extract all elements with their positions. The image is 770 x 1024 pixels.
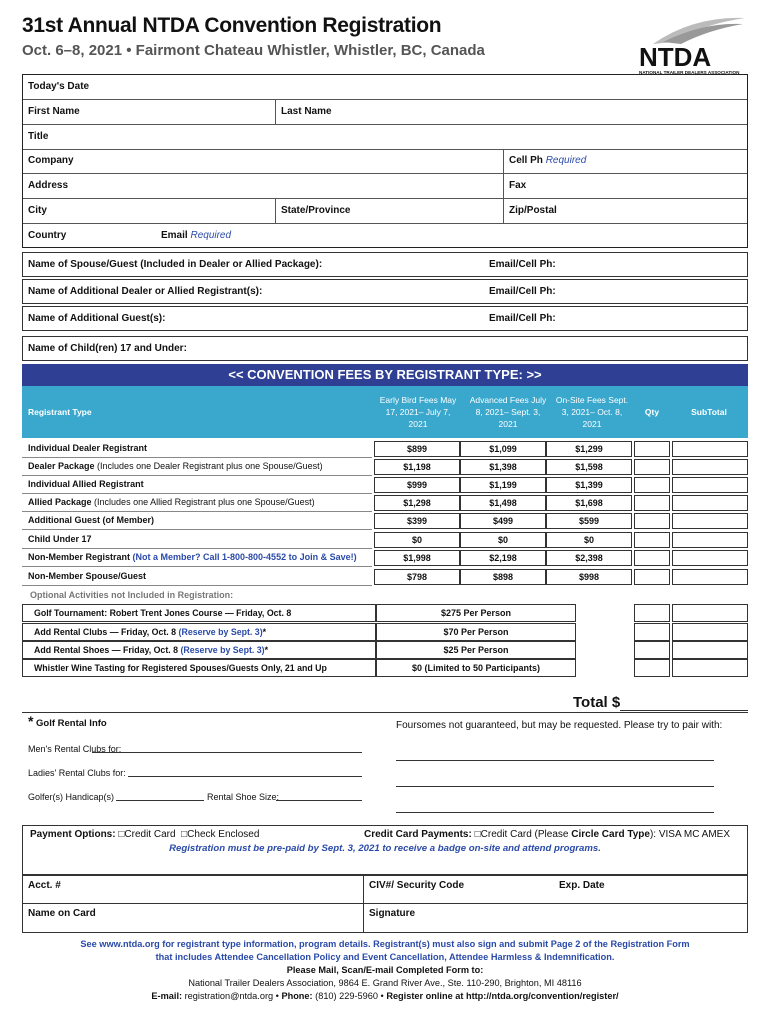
optional-row-name: Golf Tournament: Robert Trent Jones Course — Friday, Oct. 8 [34, 608, 292, 618]
fee-row-name: Dealer Package (Includes one Dealer Registrant plus one Spouse/Guest) [28, 461, 323, 471]
svg-text:NATIONAL TRAILER DEALERS ASSOC: NATIONAL TRAILER DEALERS ASSOCIATION [639, 70, 740, 75]
fees-column-headers [22, 386, 748, 438]
fee-advanced: $0 [460, 532, 546, 548]
fee-row [22, 568, 748, 586]
shoe-size-input[interactable] [276, 800, 362, 801]
qty-input[interactable] [634, 513, 670, 529]
subtotal-input[interactable] [672, 459, 748, 475]
city-label: City [28, 205, 47, 216]
fee-advanced: $898 [460, 569, 546, 585]
fee-row [22, 440, 748, 458]
check-enclosed-checkbox[interactable]: □ [181, 829, 188, 840]
fee-row [22, 494, 748, 512]
qty-input[interactable] [634, 604, 670, 622]
qty-input[interactable] [634, 532, 670, 548]
optional-price: $70 Per Person [376, 623, 576, 641]
fee-row-name: Non-Member Spouse/Guest [28, 571, 147, 581]
fee-early: $899 [374, 441, 460, 457]
footer-contact: E-mail: registration@ntda.org • Phone: (810) 229-5960 • Register online at http://ntda.org/convention/register/ [151, 991, 619, 1001]
col-qty: Qty [644, 407, 660, 417]
address-label: Address [28, 180, 69, 191]
qty-input[interactable] [634, 495, 670, 511]
fee-onsite: $998 [546, 569, 632, 585]
subtotal-input[interactable] [672, 641, 748, 659]
page-title: 31st Annual NTDA Convention Registration [22, 14, 442, 37]
handicap-label: Golfer(s) Handicap(s) [28, 792, 115, 802]
qty-input[interactable] [634, 550, 670, 566]
fee-early: $1,998 [374, 550, 460, 566]
fee-row-name: Individual Dealer Registrant [28, 443, 148, 453]
fee-row [22, 531, 748, 549]
fee-onsite: $599 [546, 513, 632, 529]
todays-date-label: Today's Date [28, 81, 90, 92]
subtotal-input[interactable] [672, 532, 748, 548]
company-label: Company [28, 155, 74, 166]
additional-dealer-row[interactable]: Name of Additional Dealer or Allied Registrant(s): Email/Cell Ph: [22, 279, 748, 304]
ladies-clubs-input[interactable] [128, 776, 362, 777]
qty-input[interactable] [634, 623, 670, 641]
col-early-bird: Early Bird Fees May 17, 2021– July 7, 2021 [379, 395, 457, 429]
fax-label: Fax [509, 180, 527, 191]
subtotal-input[interactable] [672, 569, 748, 585]
pair-with-line-2[interactable] [396, 786, 714, 787]
qty-input[interactable] [634, 441, 670, 457]
optional-price: $0 (Limited to 50 Participants) [376, 659, 576, 677]
shoe-size-label: Rental Shoe Size: [207, 792, 280, 802]
last-name-label: Last Name [281, 106, 332, 117]
zip-label: Zip/Postal [509, 205, 557, 216]
optional-activities-title: Optional Activities not Included in Registration: [30, 590, 234, 600]
col-advanced: Advanced Fees July 8, 2021– Sept. 3, 2021 [469, 395, 547, 429]
fee-advanced: $2,198 [460, 550, 546, 566]
fee-row [22, 549, 748, 567]
fee-advanced: $1,398 [460, 459, 546, 475]
mens-clubs-label: Men's Rental Clubs for: [28, 744, 122, 754]
fee-advanced: $1,199 [460, 477, 546, 493]
civ-label: CIV#/ Security Code [369, 880, 465, 891]
prepaid-note: Registration must be pre-paid by Sept. 3, 2021 to receive a badge on-site and attend programs. [169, 843, 601, 854]
name-on-card-label: Name on Card [28, 908, 96, 919]
col-registrant-type: Registrant Type [28, 407, 92, 417]
subtotal-input[interactable] [672, 477, 748, 493]
payment-options: Payment Options: □Credit Card □Check Enclosed [30, 829, 260, 840]
fee-onsite: $2,398 [546, 550, 632, 566]
country-label: Country [28, 230, 67, 241]
optional-row-name: Add Rental Clubs — Friday, Oct. 8 (Reserve by Sept. 3)* [34, 627, 267, 637]
fee-onsite: $1,598 [546, 459, 632, 475]
page-subtitle: Oct. 6–8, 2021 • Fairmont Chateau Whistler, Whistler, BC, Canada [22, 42, 485, 59]
foursomes-note: Foursomes not guaranteed, but may be requested. Please try to pair with: [396, 720, 723, 731]
fee-row-name: Additional Guest (of Member) [28, 515, 154, 525]
subtotal-input[interactable] [672, 441, 748, 457]
optional-row [22, 623, 748, 641]
ladies-clubs-label: Ladies' Rental Clubs for: [28, 768, 126, 778]
footer-line-2: that includes Attendee Cancellation Policy and Event Cancellation, Attendee Harmless & Indemnification. [155, 952, 615, 962]
subtotal-input[interactable] [672, 659, 748, 677]
spouse-row[interactable]: Name of Spouse/Guest (Included in Dealer or Allied Package): Email/Cell Ph: [22, 252, 748, 277]
qty-input[interactable] [634, 477, 670, 493]
fee-onsite: $1,698 [546, 495, 632, 511]
pair-with-line-1[interactable] [396, 760, 714, 761]
optional-price: $25 Per Person [376, 641, 576, 659]
fee-row [22, 476, 748, 494]
fees-heading: << CONVENTION FEES BY REGISTRANT TYPE: >> [22, 364, 748, 386]
footer-line-1: See www.ntda.org for registrant type information, program details. Registrant(s) must also sign and submit Page 2 of the Registration Form [80, 939, 690, 949]
fee-advanced: $1,498 [460, 495, 546, 511]
subtotal-input[interactable] [672, 513, 748, 529]
optional-row-name: Add Rental Shoes — Friday, Oct. 8 (Reserve by Sept. 3)* [34, 645, 269, 655]
optional-row-name: Whistler Wine Tasting for Registered Spouses/Guests Only, 21 and Up [34, 663, 327, 673]
mens-clubs-input[interactable] [92, 752, 362, 753]
optional-row [22, 641, 748, 659]
optional-price: $275 Per Person [376, 604, 576, 622]
fee-early: $0 [374, 532, 460, 548]
credit-card-checkbox[interactable]: □ [118, 829, 125, 840]
svg-text:NTDA: NTDA [639, 42, 712, 72]
golf-rental-title: Golf Rental Info [36, 718, 107, 729]
handicap-input[interactable] [116, 800, 204, 801]
fee-advanced: $1,099 [460, 441, 546, 457]
qty-input[interactable] [634, 569, 670, 585]
additional-guest-row[interactable]: Name of Additional Guest(s): Email/Cell Ph: [22, 306, 748, 331]
fee-row [22, 512, 748, 530]
subtotal-input[interactable] [672, 623, 748, 641]
footer-line-3: Please Mail, Scan/E-mail Completed Form to: [286, 965, 484, 975]
fee-advanced: $499 [460, 513, 546, 529]
register-online-link[interactable]: Register online at http://ntda.org/convention/register/ [386, 991, 619, 1001]
first-name-label: First Name [28, 106, 80, 117]
state-label: State/Province [281, 205, 351, 216]
qty-input[interactable] [634, 641, 670, 659]
fee-early: $1,198 [374, 459, 460, 475]
subtotal-input[interactable] [672, 604, 748, 622]
fee-row-name: Individual Allied Registrant [28, 479, 144, 489]
email-label: Email Required [161, 230, 232, 241]
contact-info-block [22, 74, 748, 248]
fee-onsite: $1,399 [546, 477, 632, 493]
children-row[interactable]: Name of Child(ren) 17 and Under: [22, 336, 748, 361]
pair-with-line-3[interactable] [396, 812, 714, 813]
fee-row-name: Non-Member Registrant (Not a Member? Call 1-800-800-4552 to Join & Save!) [28, 552, 357, 562]
optional-row [22, 659, 748, 677]
optional-row [22, 604, 748, 622]
subtotal-input[interactable] [672, 495, 748, 511]
asterisk-mark: * [28, 713, 34, 729]
fee-onsite: $0 [546, 532, 632, 548]
fee-early: $999 [374, 477, 460, 493]
cc-checkbox[interactable]: □ [474, 829, 481, 840]
subtotal-input[interactable] [672, 550, 748, 566]
col-subtotal: SubTotal [691, 407, 727, 417]
acct-label: Acct. # [28, 880, 61, 891]
footer-line-4: National Trailer Dealers Association, 9864 E. Grand River Ave., Ste. 110-290, Brighton, MI 48116 [188, 978, 582, 988]
signature-label: Signature [369, 908, 416, 919]
fee-onsite: $1,299 [546, 441, 632, 457]
card-details-box [22, 875, 748, 933]
qty-input[interactable] [634, 659, 670, 677]
fee-row [22, 458, 748, 476]
exp-date-label: Exp. Date [559, 880, 605, 891]
col-onsite: On-Site Fees Sept. 3, 2021– Oct. 8, 2021 [555, 395, 629, 429]
title-label: Title [28, 131, 49, 142]
fee-row-name: Child Under 17 [28, 534, 92, 544]
fee-early: $798 [374, 569, 460, 585]
ntda-logo [633, 16, 748, 76]
fee-early: $399 [374, 513, 460, 529]
fee-early: $1,298 [374, 495, 460, 511]
email-link[interactable]: registration@ntda.org [184, 991, 274, 1001]
total-label: Total $ [573, 694, 621, 711]
total-input[interactable] [620, 710, 748, 711]
qty-input[interactable] [634, 459, 670, 475]
cc-payments: Credit Card Payments: □Credit Card (Please Circle Card Type): VISA MC AMEX [364, 829, 730, 840]
cell-ph-label: Cell Ph Required [509, 155, 587, 166]
fee-row-name: Allied Package (Includes one Allied Registrant plus one Spouse/Guest) [28, 497, 315, 507]
